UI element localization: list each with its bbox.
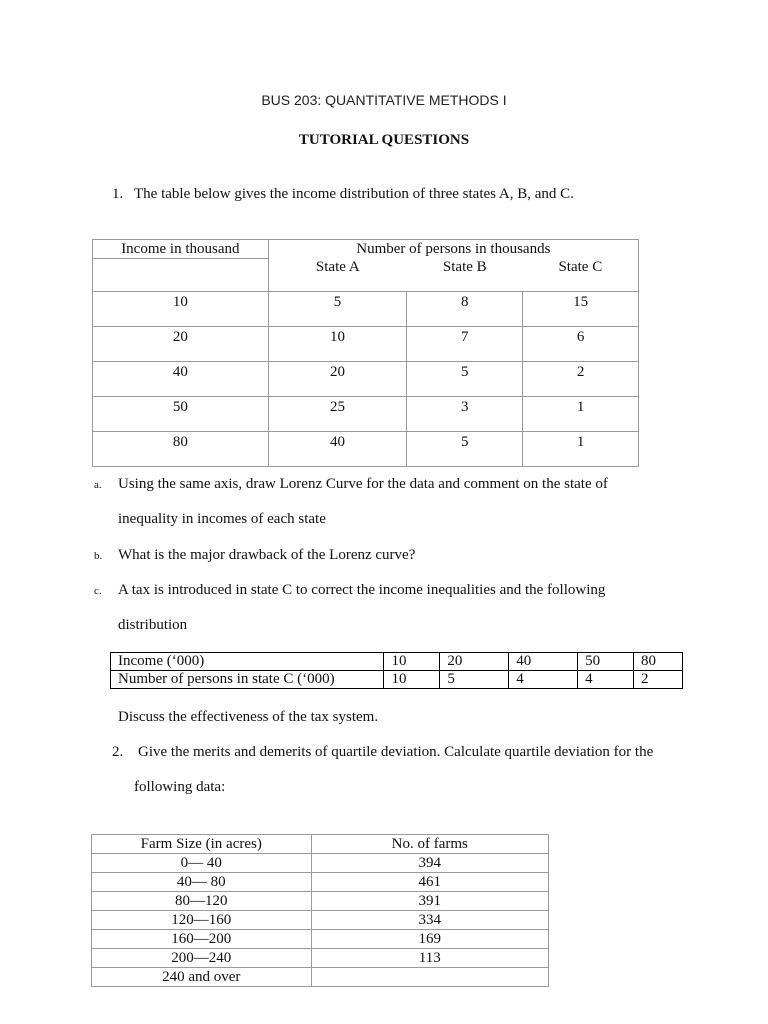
part-a-label: a. [94, 479, 102, 491]
table-cell: 10 [93, 292, 269, 327]
table-row [92, 949, 549, 968]
table-cell: 1 [523, 432, 639, 467]
course-title: BUS 203: QUANTITATIVE METHODS I [261, 92, 507, 108]
table-cell: 5 [407, 362, 523, 397]
table-cell: 50 [93, 397, 269, 432]
table-cell: 20 [93, 327, 269, 362]
table-cell: 334 [311, 911, 548, 930]
table-cell: 3 [407, 397, 523, 432]
table-row [93, 292, 639, 327]
table-row [93, 362, 639, 397]
table-cell: 5 [407, 432, 523, 467]
table-cell: 5 [440, 671, 509, 689]
income-label: Income (‘000) [111, 653, 384, 671]
table-row [92, 854, 549, 873]
part-b-line1: What is the major drawback of the Lorenz curve? [118, 547, 416, 563]
table-cell: 160—200 [92, 930, 312, 949]
table-cell: 8 [407, 292, 523, 327]
table-cell: 4 [509, 671, 578, 689]
table-row [111, 671, 683, 689]
question-2 [112, 744, 653, 761]
table-row [93, 432, 639, 467]
table-cell [311, 968, 548, 987]
table-cell: 240 and over [92, 968, 312, 987]
table-row [93, 327, 639, 362]
table-cell: 10 [384, 671, 440, 689]
table-header-row [92, 835, 549, 854]
income-distribution-table [92, 239, 639, 467]
table-cell: 461 [311, 873, 548, 892]
part-c-line1: A tax is introduced in state C to correct the income inequalities and the following [118, 582, 606, 598]
question-2-line1: Give the merits and demerits of quartile deviation. Calculate quartile deviation for the [138, 744, 654, 760]
income-header: Income in thousand [93, 240, 269, 259]
table-row [111, 653, 683, 671]
table-cell: 80 [634, 653, 683, 671]
table-cell: 5 [268, 292, 407, 327]
table-cell: 80—120 [92, 892, 312, 911]
table-cell: 169 [311, 930, 548, 949]
empty-header-cell [93, 259, 269, 292]
farm-count-header: No. of farms [311, 835, 548, 854]
table-cell: 15 [523, 292, 639, 327]
table-cell: 40 [509, 653, 578, 671]
table-cell: 120—160 [92, 911, 312, 930]
question-2-line2: following data: [134, 779, 226, 795]
table-row [93, 397, 639, 432]
tax-distribution-table [110, 652, 683, 689]
table-cell: 113 [311, 949, 548, 968]
farm-size-table [91, 834, 549, 987]
question-1-text: The table below gives the income distribution of three states A, B, and C. [134, 186, 574, 202]
state-b-header: State B [407, 259, 523, 292]
table-cell: 20 [440, 653, 509, 671]
persons-group-header: Number of persons in thousands [268, 240, 638, 259]
table-cell: 4 [578, 671, 634, 689]
table-cell: 200—240 [92, 949, 312, 968]
table-row [92, 873, 549, 892]
table-cell: 20 [268, 362, 407, 397]
farm-size-header: Farm Size (in acres) [92, 835, 312, 854]
table-cell: 40— 80 [92, 873, 312, 892]
part-a-line2: inequality in incomes of each state [118, 511, 326, 527]
part-c-line2: distribution [118, 617, 188, 633]
state-c-header: State C [523, 259, 639, 292]
table-cell: 394 [311, 854, 548, 873]
table-row [92, 892, 549, 911]
persons-label: Number of persons in state C (‘000) [111, 671, 384, 689]
question-2-number: 2. [112, 744, 124, 760]
table-row [92, 968, 549, 987]
table-cell: 80 [93, 432, 269, 467]
table-cell: 2 [523, 362, 639, 397]
page-heading: TUTORIAL QUESTIONS [298, 132, 470, 148]
table-cell: 1 [523, 397, 639, 432]
table-header-row [93, 240, 639, 259]
state-a-header: State A [268, 259, 407, 292]
part-b-label: b. [94, 550, 103, 562]
table-cell: 50 [578, 653, 634, 671]
table-cell: 40 [93, 362, 269, 397]
table-cell: 391 [311, 892, 548, 911]
table-cell: 40 [268, 432, 407, 467]
table-subheader-row [93, 259, 639, 292]
discuss-text: Discuss the effectiveness of the tax system. [118, 709, 379, 725]
table-cell: 0— 40 [92, 854, 312, 873]
table-cell: 25 [268, 397, 407, 432]
table-cell: 10 [384, 653, 440, 671]
part-c-label: c. [94, 585, 102, 597]
question-1 [112, 186, 574, 203]
table-cell: 7 [407, 327, 523, 362]
table-row [92, 930, 549, 949]
part-a-line1: Using the same axis, draw Lorenz Curve for the data and comment on the state of [118, 476, 608, 492]
table-cell: 6 [523, 327, 639, 362]
question-1-number: 1. [112, 186, 124, 202]
table-row [92, 911, 549, 930]
table-cell: 2 [634, 671, 683, 689]
table-cell: 10 [268, 327, 407, 362]
